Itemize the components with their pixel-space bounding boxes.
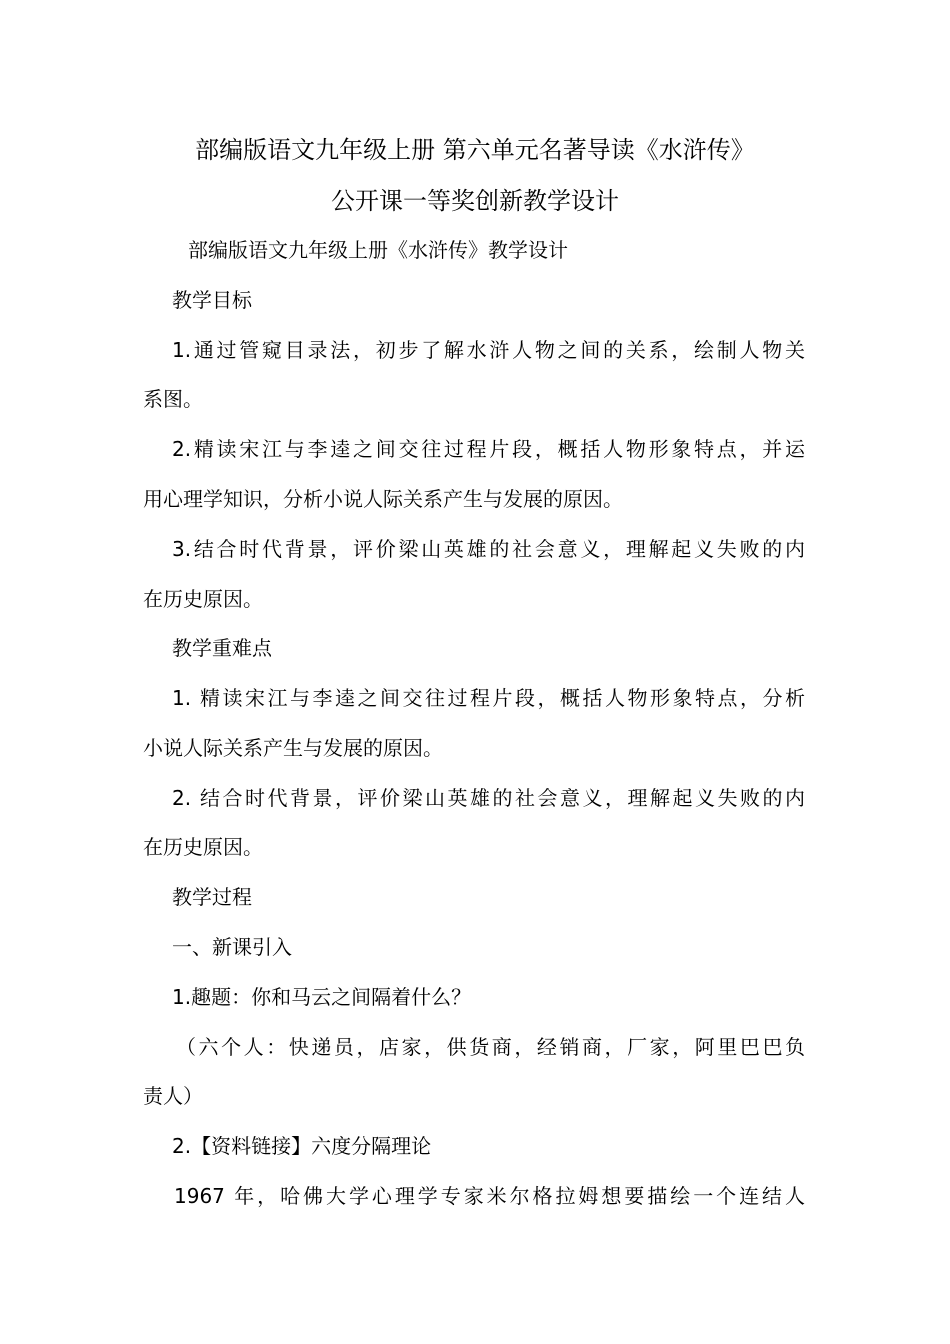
process-heading: 教学过程 xyxy=(172,885,252,909)
document-subtitle: 部编版语文九年级上册《水浒传》教学设计 xyxy=(188,238,568,262)
goal-3-line-1: 3.结合时代背景，评价梁山英雄的社会意义，理解起义失败的内 xyxy=(172,537,805,561)
key-point-1-line-2: 小说人际关系产生与发展的原因。 xyxy=(143,736,443,760)
key-point-2-line-2: 在历史原因。 xyxy=(143,835,263,859)
goal-2-line-2: 用心理学知识，分析小说人际关系产生与发展的原因。 xyxy=(143,487,623,511)
item-1-answer-line-2: 责人） xyxy=(143,1084,203,1108)
item-2: 2.【资料链接】六度分隔理论 xyxy=(172,1134,432,1158)
item-1-answer-line-1: （六个人：快递员，店家，供货商，经销商，厂家，阿里巴巴负 xyxy=(176,1035,805,1059)
goal-3-line-2: 在历史原因。 xyxy=(143,587,263,611)
goal-1-line-1: 1.通过管窥目录法，初步了解水浒人物之间的关系，绘制人物关 xyxy=(172,338,805,362)
key-point-1-line-1: 1. 精读宋江与李逵之间交往过程片段，概括人物形象特点，分析 xyxy=(172,686,805,710)
goal-1-line-2: 系图。 xyxy=(143,387,203,411)
goal-2-line-1: 2.精读宋江与李逵之间交往过程片段，概括人物形象特点，并运 xyxy=(172,437,805,461)
section-1-heading: 一、新课引入 xyxy=(172,935,292,959)
key-point-2-line-1: 2. 结合时代背景，评价梁山英雄的社会意义，理解起义失败的内 xyxy=(172,786,805,810)
key-points-heading: 教学重难点 xyxy=(172,636,272,660)
paragraph-last-line: 1967 年，哈佛大学心理学专家米尔格拉姆想要描绘一个连结人 xyxy=(174,1184,805,1208)
document-title-line-2: 公开课一等奖创新教学设计 xyxy=(331,187,619,215)
goals-heading: 教学目标 xyxy=(172,288,252,312)
document-title-line-1: 部编版语文九年级上册 第六单元名著导读《水浒传》 xyxy=(195,136,755,164)
item-1: 1.趣题：你和马云之间隔着什么？ xyxy=(172,985,472,1009)
